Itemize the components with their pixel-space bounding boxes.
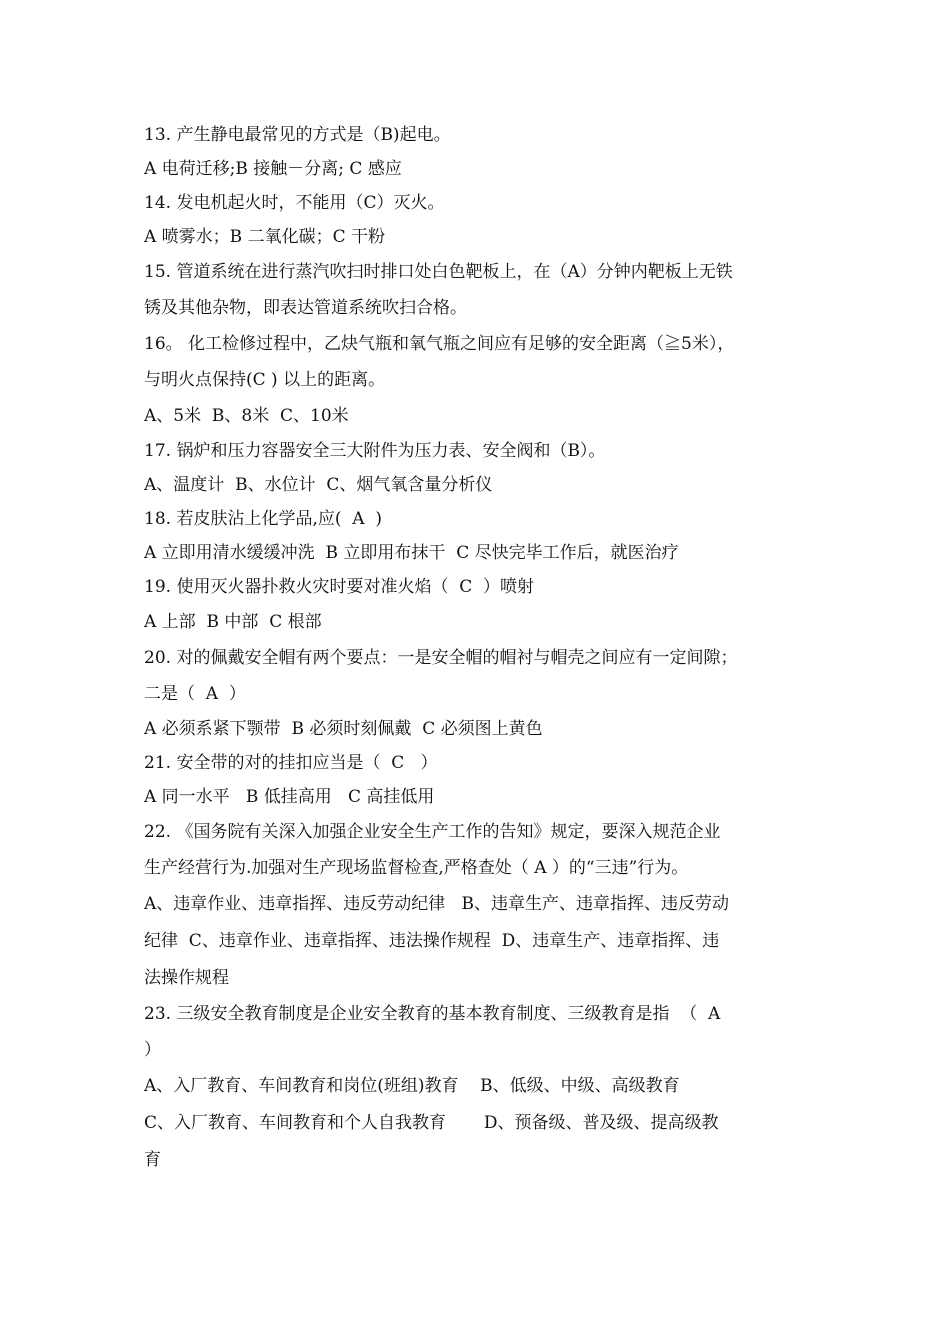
question-17: 17. 锅炉和压力容器安全三大附件为压力表、安全阀和（B）。 <box>144 441 606 461</box>
question-22-line-1: 22. 《国务院有关深入加强企业安全生产工作的告知》规定，要深入规范企业 <box>144 822 721 842</box>
question-22-line-2: 生产经营行为.加强对生产现场监督检查,严格查处（ A ）的“三违”行为。 <box>144 858 689 878</box>
question-16-line-1: 16。 化工检修过程中，乙炔气瓶和氧气瓶之间应有足够的安全距离（≧5米）， <box>144 334 735 354</box>
question-13: 13. 产生静电最常见的方式是（B)起电。 <box>144 125 451 145</box>
question-20-line-1: 20. 对的佩戴安全帽有两个要点：一是安全帽的帽衬与帽壳之间应有一定间隙； <box>144 648 738 668</box>
options-19: A 上部 B 中部 C 根部 <box>144 612 322 632</box>
question-15-line-2: 锈及其他杂物，即表达管道系统吹扫合格。 <box>144 298 467 318</box>
question-14: 14. 发电机起火时，不能用（C）灭火。 <box>144 193 445 213</box>
question-21: 21. 安全带的对的挂扣应当是（ C ） <box>144 753 438 773</box>
options-23-line-1: A、入厂教育、车间教育和岗位(班组)教育 B、低级、中级、高级教育 <box>144 1076 680 1096</box>
question-16-line-2: 与明火点保持(C ) 以上的距离。 <box>144 370 386 390</box>
question-23-line-1: 23. 三级安全教育制度是企业安全教育的基本教育制度、三级教育是指 （ A <box>144 1004 721 1024</box>
document-page <box>144 118 824 1178</box>
options-17: A、温度计 B、水位计 C、烟气氧含量分析仪 <box>144 475 493 495</box>
options-22-line-3: 法操作规程 <box>144 968 229 988</box>
options-13: A 电荷迁移;B 接触－分离; C 感应 <box>144 159 402 179</box>
options-22-line-1: A、违章作业、违章指挥、违反劳动纪律 B、违章生产、违章指挥、违反劳动 <box>144 894 729 914</box>
question-18: 18. 若皮肤沾上化学品,应( A ) <box>144 509 382 529</box>
question-23-line-2: ） <box>144 1040 161 1060</box>
options-20: A 必须系紧下颚带 B 必须时刻佩戴 C 必须图上黄色 <box>144 719 543 739</box>
options-23-line-2: C、入厂教育、车间教育和个人自我教育 D、预备级、普及级、提高级教 <box>144 1113 719 1133</box>
question-20-line-2: 二是（ A ） <box>144 684 246 704</box>
question-19: 19. 使用灭火器扑救火灾时要对准火焰（ C ）喷射 <box>144 577 535 597</box>
options-14: A 喷雾水；B 二氧化碳；C 干粉 <box>144 227 385 247</box>
options-16: A、5米 B、8米 C、10米 <box>144 406 349 426</box>
options-22-line-2: 纪律 C、违章作业、违章指挥、违法操作规程 D、违章生产、违章指挥、违 <box>144 931 720 951</box>
options-18: A 立即用清水缓缓冲洗 B 立即用布抹干 C 尽快完毕工作后，就医治疗 <box>144 543 679 563</box>
options-23-line-3: 育 <box>144 1150 161 1170</box>
question-15-line-1: 15. 管道系统在进行蒸汽吹扫时排口处白色靶板上，在（A）分钟内靶板上无铁 <box>144 262 733 282</box>
options-21: A 同一水平 B 低挂高用 C 高挂低用 <box>144 787 435 807</box>
